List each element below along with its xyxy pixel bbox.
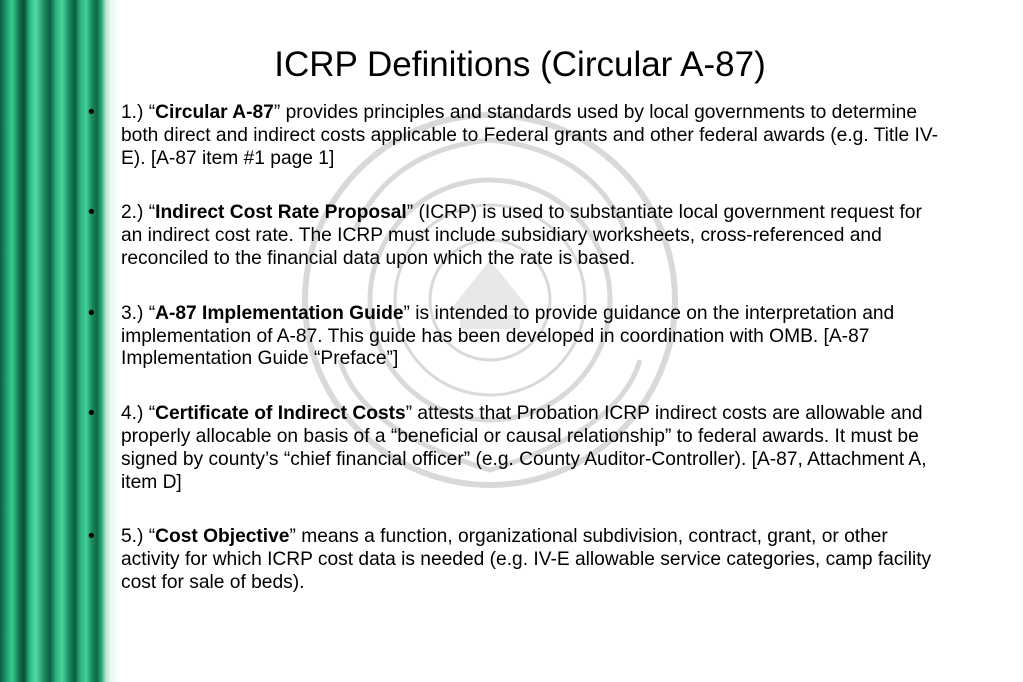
item-prefix: 5.) “ <box>121 526 156 548</box>
item-term: Indirect Cost Rate Proposal <box>155 202 407 224</box>
bullet: • <box>88 202 95 224</box>
list-item <box>88 102 948 170</box>
item-text: ” means a function, organizational subdivision, contract, grant, or other activity for which ICRP cost data is needed (e.g. IV-E allowable service categories, camp facility cost for sale of beds). <box>121 526 932 593</box>
item-prefix: 3.) “ <box>121 302 156 324</box>
bullet: • <box>88 302 95 324</box>
item-prefix: 2.) “ <box>121 202 156 224</box>
bullet: • <box>88 526 95 548</box>
item-text: ” (ICRP) is used to substantiate local government request for an indirect cost rate. The ICRP must include subsidiary worksheets, cross-referenced and reconciled to the financial data upon which the rate is based. <box>121 202 922 269</box>
bullet: • <box>88 102 95 123</box>
bullet: • <box>88 403 95 425</box>
list-item <box>88 526 948 594</box>
item-text: ” provides principles and standards used by local governments to determine both direct and indirect costs applicable to Federal grants and other federal awards (e.g. Title IV-E). [A-87 item #1 page 1] <box>121 102 938 169</box>
list-item <box>88 202 948 270</box>
list-item <box>88 403 948 494</box>
item-text: ” attests that Probation ICRP indirect costs are allowable and properly allocable on basis of a “beneficial or causal relationship” to federal awards. It must be signed by county’s “chief financial officer” (e.g. County Auditor-Controller). [A-87, Attachment A, item D] <box>121 403 927 493</box>
item-term: A-87 Implementation Guide <box>155 302 404 324</box>
definitions-list <box>88 102 948 627</box>
item-term: Circular A-87 <box>155 102 274 123</box>
item-term: Certificate of Indirect Costs <box>155 403 406 425</box>
item-term: Cost Objective <box>155 526 290 548</box>
slide-title: ICRP Definitions (Circular A-87) <box>274 45 766 84</box>
item-prefix: 1.) “ <box>121 102 156 123</box>
item-prefix: 4.) “ <box>121 403 156 425</box>
item-text: ” is intended to provide guidance on the interpretation and implementation of A-87. This guide has been developed in coordination with OMB. [A-87 Implementation Guide “Preface”] <box>121 302 895 370</box>
list-item <box>88 303 948 371</box>
